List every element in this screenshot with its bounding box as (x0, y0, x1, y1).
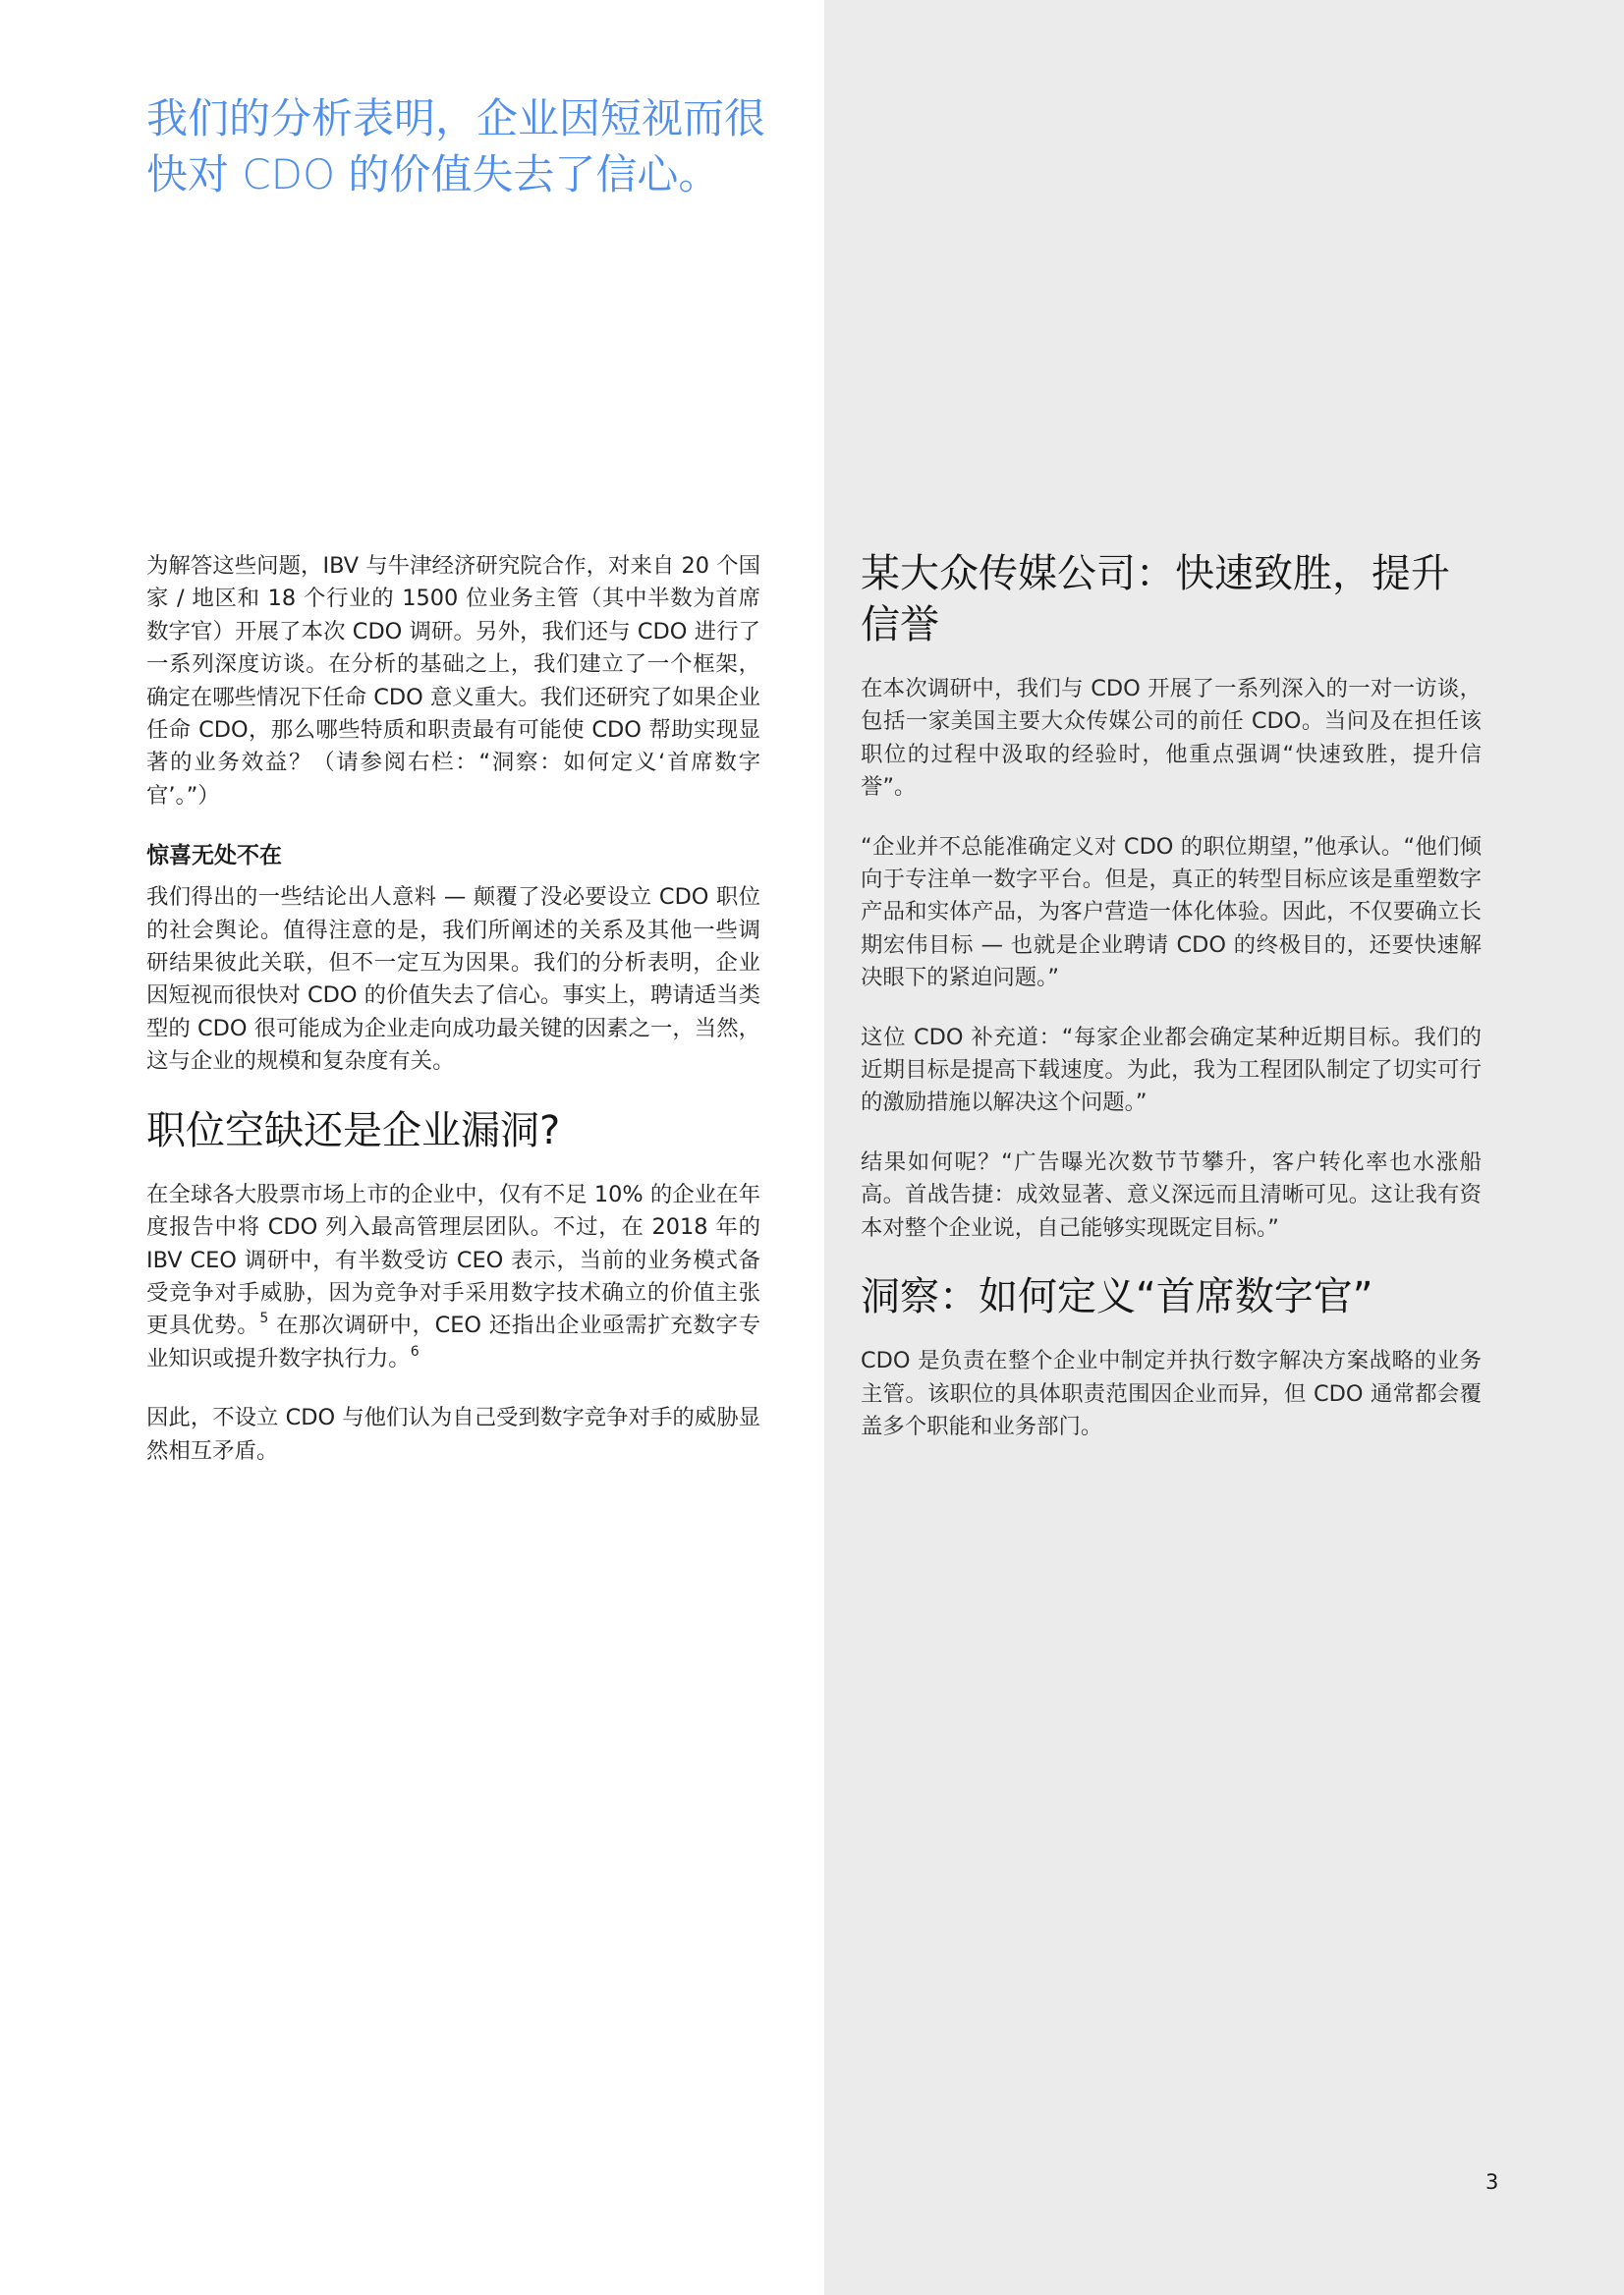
footnote-ref-5[interactable]: 5 (259, 1311, 269, 1327)
conclusion-paragraph: 因此，不设立 CDO 与他们认为自己受到数字竞争对手的威胁显然相互矛盾。 (146, 1405, 760, 1464)
section-heading-vacancy: 职位空缺还是企业漏洞? (146, 1107, 561, 1153)
footnote-ref-6[interactable]: 6 (410, 1343, 420, 1360)
case-paragraph-4: 结果如何呢？“广告曝光次数节节攀升，客户转化率也水涨船高。首战告捷：成效显著、意义深远而且清晰可见。这让我有资本对整个企业说，自己能够实现既定目标。” (861, 1148, 1482, 1241)
sidebar-column (861, 548, 1482, 1470)
case-paragraph-1: 在本次调研中，我们与 CDO 开展了一系列深入的一对一访谈，包括一家美国主要大众传媒公司的前任 CDO。当问及在担任该职位的过程中汲取的经验时，他重点强调“快速致胜，提升信誉”。 (861, 676, 1482, 801)
vacancy-text-part-1: 在全球各大股票市场上市的企业中，仅有不足 10% 的企业在年度报告中将 CDO 列入最高管理层团队。不过，在 2018 年的 IBV CEO 调研中，有半数受访 CEO 表示，当前的业务模式备受竞争对手威胁，因为竞争对手采用数字技术确立的价值主张更具优势。 (146, 1181, 760, 1339)
case-study-heading: 某大众传媒公司：快速致胜，提升信誉 (861, 551, 1450, 647)
vacancy-text-part-2: 在那次调研中，CEO 还指出企业亟需扩充数字专业知识或提升数字执行力。 (146, 1313, 761, 1371)
page-number: 3 (1485, 2170, 1499, 2194)
case-paragraph-2: “企业并不总能准确定义对 CDO 的职位期望，”他承认。“他们倾向于专注单一数字平台。但是，真正的转型目标应该是重塑数字产品和实体产品，为客户营造一体化体验。因此，不仅要确立长期宏伟目标 — 也就是企业聘请 CDO 的终极目的，还要快速解决眼下的紧迫问题。” (861, 833, 1482, 991)
pull-quote: 我们的分析表明，企业因短视而很快对 CDO 的价值失去了信心。 (146, 94, 766, 198)
main-column (146, 550, 760, 1494)
case-paragraph-3: 这位 CDO 补充道：“每家企业都会确定某种近期目标。我们的近期目标是提高下载速度。为此，我为工程团队制定了切实可行的激励措施以解决这个问题。” (861, 1024, 1482, 1116)
subhead-surprise: 惊喜无处不在 (146, 842, 282, 869)
vacancy-paragraph (146, 1179, 760, 1375)
intro-paragraph: 为解答这些问题，IBV 与牛津经济研究院合作，对来自 20 个国家 / 地区和 18 个行业的 1500 位业务主管（其中半数为首席数字官）开展了本次 CDO 调研。另外，我们还与 CDO 进行了一系列深度访谈。在分析的基础之上，我们建立了一个框架，确定在哪些情况下任命 CDO 意义重大。我们还研究了如果企业任命 CDO，那么哪些特质和职责最有可能使 CDO 帮助实现显著的业务效益？（请参阅右栏：“洞察：如何定义‘首席数字官’。”） (146, 553, 760, 809)
insight-heading: 洞察：如何定义“首席数字官” (861, 1274, 1373, 1320)
insight-paragraph: CDO 是负责在整个企业中制定并执行数字解决方案战略的业务主管。该职位的具体职责范围因企业而异，但 CDO 通常都会覆盖多个职能和业务部门。 (861, 1348, 1482, 1439)
surprise-paragraph: 我们得出的一些结论出人意料 — 颠覆了没必要设立 CDO 职位的社会舆论。值得注意的是，我们所阐述的关系及其他一些调研结果彼此关联，但不一定互为因果。我们的分析表明，企业因短视而很快对 CDO 的价值失去了信心。事实上，聘请适当类型的 CDO 很可能成为企业走向成功最关键的因素之一，当然，这与企业的规模和复杂度有关。 (146, 884, 760, 1075)
